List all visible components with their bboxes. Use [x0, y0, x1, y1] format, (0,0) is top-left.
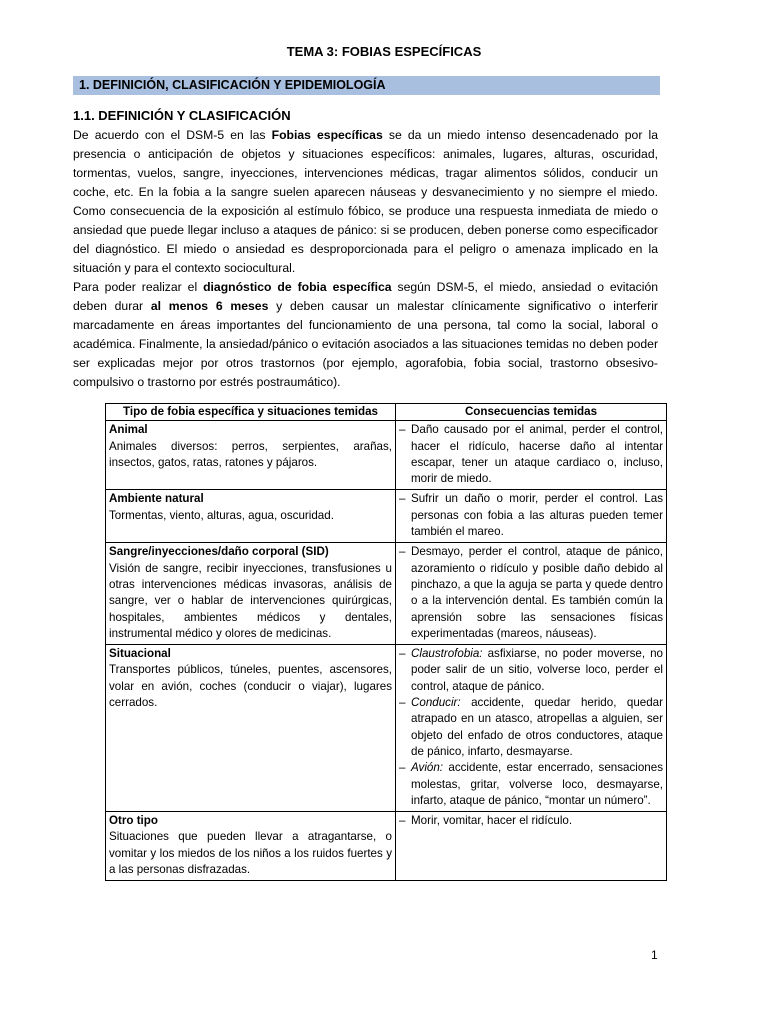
consequence-text-block — [411, 491, 663, 540]
phobia-type-cell — [106, 812, 396, 881]
consequence-text-block — [411, 646, 663, 695]
list-dash: – — [399, 814, 406, 828]
section-title: 1. DEFINICIÓN, CLASIFICACIÓN Y EPIDEMIOLOGÍA — [79, 78, 386, 92]
phobia-situations-text: Tormentas, viento, alturas, agua, oscuridad. — [109, 508, 334, 522]
phobia-situations-text: Situaciones que pueden llevar a atragantarse, o vomitar y los miedos de los niños a los ruidos fuertes y a las personas disfrazadas. — [109, 830, 392, 877]
column-header-type: Tipo de fobia específica y situaciones temidas — [106, 404, 396, 421]
consequences-cell — [396, 645, 667, 812]
paragraph-bold-text: diagnóstico de fobia específica — [203, 280, 392, 294]
consequences-cell — [396, 543, 667, 645]
list-dash: – — [399, 647, 406, 661]
consequence-item — [399, 695, 663, 760]
definition-paragraph — [73, 126, 658, 278]
diagnosis-paragraph — [73, 278, 658, 392]
phobia-type-title: Situacional — [109, 647, 171, 661]
phobia-type-cell — [106, 421, 396, 490]
consequence-item — [399, 422, 663, 487]
consequence-text: accidente, quedar herido, quedar atrapado en un atasco, atropellas a alguien, ser objeto del enfado de otros conductores, ataque de pánico, infarto, desmayarse. — [411, 696, 663, 758]
section-heading-bar — [73, 76, 660, 95]
table-header-row — [106, 404, 667, 421]
phobia-situations-text: Animales diversos: perros, serpientes, arañas, insectos, gatos, ratas, ratones y pájaros. — [109, 439, 392, 469]
consequence-lead: Avión: — [411, 761, 444, 775]
table-body — [106, 421, 667, 881]
list-dash: – — [399, 696, 406, 710]
consequence-text-block — [411, 760, 663, 809]
consequence-text: Daño causado por el animal, perder el control, hacer el ridículo, hacerse daño al intentar escapar, tener un ataque cardiaco o, incluso, morir de miedo. — [411, 423, 663, 486]
list-dash: – — [399, 423, 406, 437]
paragraph-bold-text: Fobias específicas — [271, 128, 383, 142]
phobia-type-title: Animal — [109, 423, 148, 437]
paragraph-text: se da un miedo intenso desencadenado por la presencia o anticipación de objetos y situaciones específicos: animales, lugares, alturas, oscuridad, tormentas, vuelos, sangre, inyecciones, intervenciones médicas, tragar alimentos sólidos, conducir un coche, etc. En la fobia a la sangre suelen aparecen náuseas y desvanecimiento y no siempre el miedo. Como consecuencia de la exposición al estímulo fóbico, se produce una respuesta inmediata de miedo o ansiedad que puede llegar incluso a ataques de pánico: si se producen, deben ponerse como especificador del diagnóstico. El miedo o ansiedad es desproporcionada para el peligro o amenaza implicado en la situación y para el contexto sociocultural. — [73, 128, 658, 275]
subsection-title: 1.1. DEFINICIÓN Y CLASIFICACIÓN — [73, 108, 291, 123]
page-number: 1 — [651, 948, 658, 962]
table-row — [106, 543, 667, 645]
consequences-cell — [396, 490, 667, 543]
column-header-consequences: Consecuencias temidas — [396, 404, 667, 421]
consequence-text-block — [411, 422, 663, 487]
consequence-text: Sufrir un daño o morir, perder el control. Las personas con fobia a las alturas pueden temer también el mareo. — [411, 492, 663, 539]
table-row — [106, 645, 667, 812]
consequences-cell — [396, 421, 667, 490]
paragraph-text: según DSM-5, el miedo, ansiedad o evitación deben durar — [73, 280, 659, 313]
paragraph-text: y deben causar un malestar clínicamente significativo o interferir marcadamente en áreas importantes del funcionamiento de una persona, tal como la social, laboral o académica. Finalmente, la ansiedad/pánico o evitación asociados a las situaciones temidas no deben poder ser explicadas mejor por otros trastornos (por ejemplo, agorafobia, fobia social, trastorno obsesivo-compulsivo o trastorno por estrés postraumático). — [73, 299, 658, 389]
consequence-item — [399, 646, 663, 695]
consequence-item — [399, 760, 663, 809]
phobia-type-title: Sangre/inyecciones/daño corporal (SID) — [109, 545, 329, 559]
phobia-types-table — [105, 403, 667, 881]
consequence-item — [399, 491, 663, 540]
phobia-situations-text: Transportes públicos, túneles, puentes, ascensores, volar en avión, coches (conducir o viajar), lugares cerrados. — [109, 663, 392, 710]
consequence-text: Morir, vomitar, hacer el ridículo. — [411, 814, 573, 828]
phobia-type-cell — [106, 543, 396, 645]
consequence-text: asfixiarse, no poder moverse, no poder salir de un sitio, volverse loco, perder el control, ataque de pánico. — [411, 647, 663, 693]
table-row — [106, 812, 667, 881]
consequence-text-block — [411, 813, 663, 829]
list-dash: – — [399, 492, 406, 506]
consequence-text: Desmayo, perder el control, ataque de pánico, azoramiento o ridículo y posible daño debido al pinchazo, a que la aguja se parta y quede dentro o a la intervención dental. Es también común la aprensión sobre las sensaciones físicas experimentadas (mareos, náuseas). — [411, 545, 663, 640]
consequence-text-block — [411, 544, 663, 642]
consequence-item — [399, 544, 663, 642]
table-row — [106, 490, 667, 543]
consequence-item — [399, 813, 663, 829]
table-row — [106, 421, 667, 490]
list-dash: – — [399, 545, 406, 559]
paragraph-bold-text: al menos 6 meses — [150, 299, 269, 313]
consequence-text-block — [411, 695, 663, 760]
consequence-lead: Conducir: — [411, 696, 461, 710]
phobia-type-title: Otro tipo — [109, 814, 158, 828]
consequence-text: accidente, estar encerrado, sensaciones molestas, gritar, volverse loco, desmayarse, infarto, ataque de pánico, “montar un número”. — [411, 761, 663, 807]
paragraph-text: De acuerdo con el DSM-5 en las — [73, 128, 272, 142]
consequences-cell — [396, 812, 667, 881]
phobia-situations-text: Visión de sangre, recibir inyecciones, transfusiones u otras intervenciones médicas invasoras, análisis de sangre, ver o hablar de intervenciones quirúrgicas, hospitales, ambientes médicos y dentales, instrumental médico y olores de medicinas. — [109, 561, 392, 640]
paragraph-text: Para poder realizar el — [73, 280, 204, 294]
phobia-type-cell — [106, 645, 396, 812]
document-title: TEMA 3: FOBIAS ESPECÍFICAS — [286, 44, 482, 59]
list-dash: – — [399, 761, 406, 775]
phobia-type-cell — [106, 490, 396, 543]
consequence-lead: Claustrofobia: — [411, 647, 483, 661]
phobia-type-title: Ambiente natural — [109, 492, 204, 506]
